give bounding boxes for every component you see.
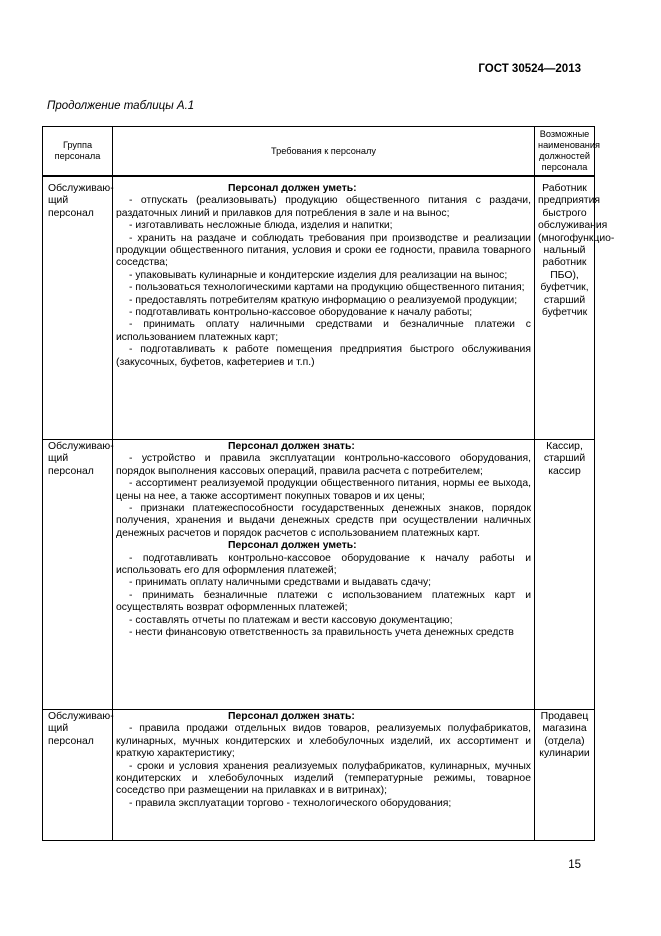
requirement-item: - нести финансовую ответственность за правильность учета денежных средств: [129, 627, 514, 639]
requirement-item: - предоставлять потребителям краткую информацию о реализуемой продукции;: [129, 294, 518, 306]
requirement-item: - изготавливать несложные блюда, изделия и напитки;: [129, 220, 393, 232]
requirements-heading: Персонал должен знать:: [228, 441, 355, 452]
requirement-item: - правила продажи отдельных видов товаров, реализуемых полуфабрикатов, кулинарных, мучных кондитерских и хлебобулочных изделий, их ассортимент и краткую характеристику;: [116, 723, 531, 760]
requirement-item: - отпускать (реализовывать) продукцию общественного питания с раздачи, раздаточных линий и прилавков для потребления в зале и на вынос;: [116, 195, 531, 219]
column-header-positions: Возможные наименования должностей персонала: [535, 127, 595, 177]
requirement-item: - принимать безналичные платежи с использованием платежных карт и осуществлять возврат оформленных платежей;: [116, 589, 531, 614]
requirements-cell: [113, 176, 535, 440]
staff-group-cell: Обслуживаю-щий персонал: [43, 176, 113, 440]
requirements-cell: [113, 440, 535, 710]
requirement-item: - хранить на раздаче и соблюдать требования при производстве и реализации продукции общественного питания, условия и сроки ее годности, правила товарного соседства;: [116, 232, 531, 269]
requirement-item: - правила эксплуатации торгово - технологического оборудования;: [129, 797, 452, 809]
standard-code: ГОСТ 30524—2013: [478, 63, 581, 75]
requirements-heading: Персонал должен знать:: [228, 711, 355, 722]
requirement-item: - подготавливать контрольно-кассовое оборудование к началу работы и использовать его для оформления платежей;: [116, 552, 531, 577]
staff-group-cell: Обслуживаю-щий персонал: [43, 440, 113, 710]
requirements-cell: [113, 710, 535, 841]
requirement-item: - составлять отчеты по платежам и вести кассовую документацию;: [129, 614, 453, 626]
column-header-requirements: Требования к персоналу: [113, 127, 535, 177]
positions-cell: Продавец магазина (отдела) кулинарии: [535, 710, 595, 841]
requirement-item: - упаковывать кулинарные и кондитерские изделия для реализации на вынос;: [129, 269, 508, 281]
requirement-item: - ассортимент реализуемой продукции общественного питания, нормы ее выхода, цены на нее, а также ассортимент покупных товаров и их цены;: [116, 478, 531, 502]
staff-group-cell: Обслуживаю-щий персонал: [43, 710, 113, 841]
requirement-item: - устройство и правила эксплуатации контрольно-кассового оборудования, порядок выполнения кассовых операций, правила расчета с потребителем;: [116, 453, 531, 477]
requirement-item: - признаки платежеспособности государственных денежных знаков, порядок получения, хранения и выдачи денежных средств при осуществлении наличных денежных расчетов и порядок расчетов с использованием платежных карт.: [116, 503, 531, 539]
page-number: 15: [568, 859, 581, 871]
positions-cell: Работник предприятия быстрого обслуживания (многофункцио-нальный работник ПБО), буфетчик, старший буфетчик: [535, 176, 595, 440]
positions-cell: Кассир, старший кассир: [535, 440, 595, 710]
requirement-item: - принимать оплату наличными средствами и безналичные платежи с использованием платежных карт;: [116, 319, 531, 343]
table-caption: Продолжение таблицы А.1: [47, 100, 195, 112]
requirement-item: - принимать оплату наличными средствами и выдавать сдачу;: [129, 577, 432, 589]
requirements-heading: Персонал должен уметь:: [228, 183, 357, 194]
table-row: [43, 710, 595, 841]
requirements-heading: Персонал должен уметь:: [228, 540, 357, 552]
requirement-item: - подготавливать к работе помещения предприятия быстрого обслуживания (закусочных, буфетов, кафетериев и т.п.): [116, 344, 531, 368]
requirement-item: - сроки и условия хранения реализуемых полуфабрикатов, кулинарных, мучных кондитерских и хлебобулочных изделий (температурные режимы, товарное соседство при размещении на прилавках и в витринах);: [116, 760, 531, 797]
column-header-group: Группа персонала: [43, 127, 113, 177]
table-row: [43, 440, 595, 710]
requirements-table: [42, 126, 615, 841]
requirement-item: - подготавливать контрольно-кассовое оборудование к началу работы;: [129, 307, 473, 319]
requirement-item: - пользоваться технологическими картами на продукцию общественного питания;: [129, 282, 525, 294]
table-row: [43, 176, 595, 440]
table-header: [43, 127, 600, 177]
